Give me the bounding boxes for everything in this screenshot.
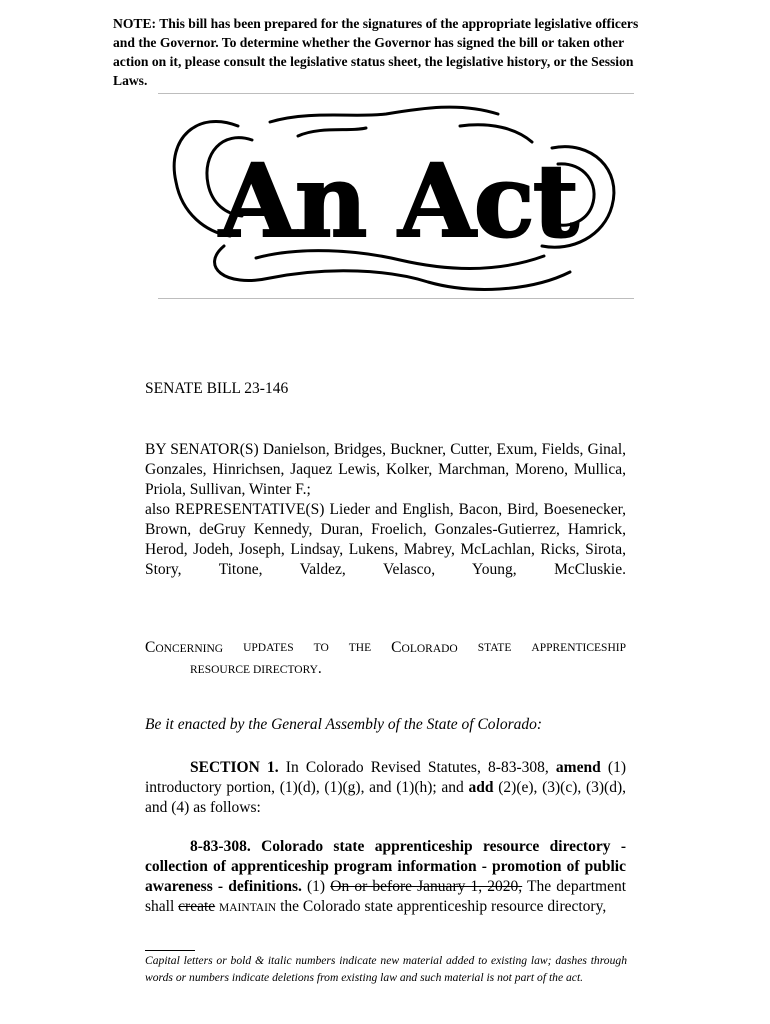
sponsors — [145, 440, 626, 580]
added-text: MAINTAIN — [219, 902, 277, 914]
title-word: THE — [348, 642, 372, 654]
title-word: UPDATES — [243, 642, 294, 654]
add-keyword: add — [468, 779, 494, 796]
deleted-text: create — [178, 898, 216, 915]
seal-bottom-rule — [158, 298, 634, 299]
title-word: TO — [313, 642, 329, 654]
statute-heading: 8-83-308. Colorado state apprenticeship resource directory - collection of apprenticeship program information - promotion of public awareness - definitions. — [145, 838, 626, 895]
enacting-clause: Be it enacted by the General Assembly of the State of Colorado: — [145, 716, 543, 733]
seal-top-rule — [158, 93, 634, 94]
signature-note: NOTE: This bill has been prepared for the signatures of the appropriate legislative officers and the Governor. To determine whether the Governor has signed the bill or taken other action on it, please consult the legislative status sheet, the legislative history, or the Session Laws. — [113, 16, 639, 88]
statute-paragraph: 8-83-308. Colorado state apprenticeship resource directory - collection of apprenticeship program information - promotion of public awareness - definitions. (1) On or before January 1, 2020, The department shall create MAINTAIN the Colorado state apprenticeship resource directory, — [145, 838, 627, 915]
house-sponsors: also REPRESENTATIVE(S) Lieder and English, Bacon, Bird, Boesenecker, Brown, deGruy Kennedy, Duran, Froelich, Gonzales-Gutierrez, Hamrick, Herod, Jodeh, Joseph, Lindsay, Lukens, Mabrey, McLachlan, Ricks, Sirota, Story, Titone, Valdez, Velasco, Young, McCluskie. — [145, 501, 626, 578]
amend-keyword: amend — [555, 759, 601, 776]
title-word: COLORADO — [391, 639, 458, 656]
bill-title-line-2: RESOURCE DIRECTORY. — [190, 660, 322, 677]
footnote: Capital letters or bold & italic numbers indicate new material added to existing law; dashes through words or numbers indicate deletions from existing law and such material is not part of the act. — [145, 954, 627, 984]
section-1-paragraph: SECTION 1. In Colorado Revised Statutes, 8-83-308, amend (1) introductory portion, (1)(d), (1)(g), and (1)(h); and add (2)(e), (3)(c), (3)(d), and (4) as follows: — [145, 759, 626, 816]
title-word: STATE — [477, 642, 512, 654]
section-heading: SECTION 1. — [190, 759, 279, 776]
bill-number: SENATE BILL 23-146 — [145, 380, 289, 397]
bill-title-line-1 — [145, 638, 626, 659]
bill-title — [145, 638, 626, 680]
title-word: APPRENTICESHIP — [531, 642, 626, 654]
footnote-rule — [145, 950, 195, 951]
bill-body — [145, 758, 626, 918]
title-word: CONCERNING — [145, 639, 224, 656]
deleted-text: On or before January 1, 2020, — [330, 878, 523, 895]
an-act-lettering: An Act — [219, 142, 577, 260]
an-act-seal — [160, 96, 636, 302]
senate-sponsors: BY SENATOR(S) Danielson, Bridges, Buckner, Cutter, Exum, Fields, Ginal, Gonzales, Hinrichsen, Jaquez Lewis, Kolker, Marchman, Moreno, Mullica, Priola, Sullivan, Winter F.; — [145, 441, 626, 498]
